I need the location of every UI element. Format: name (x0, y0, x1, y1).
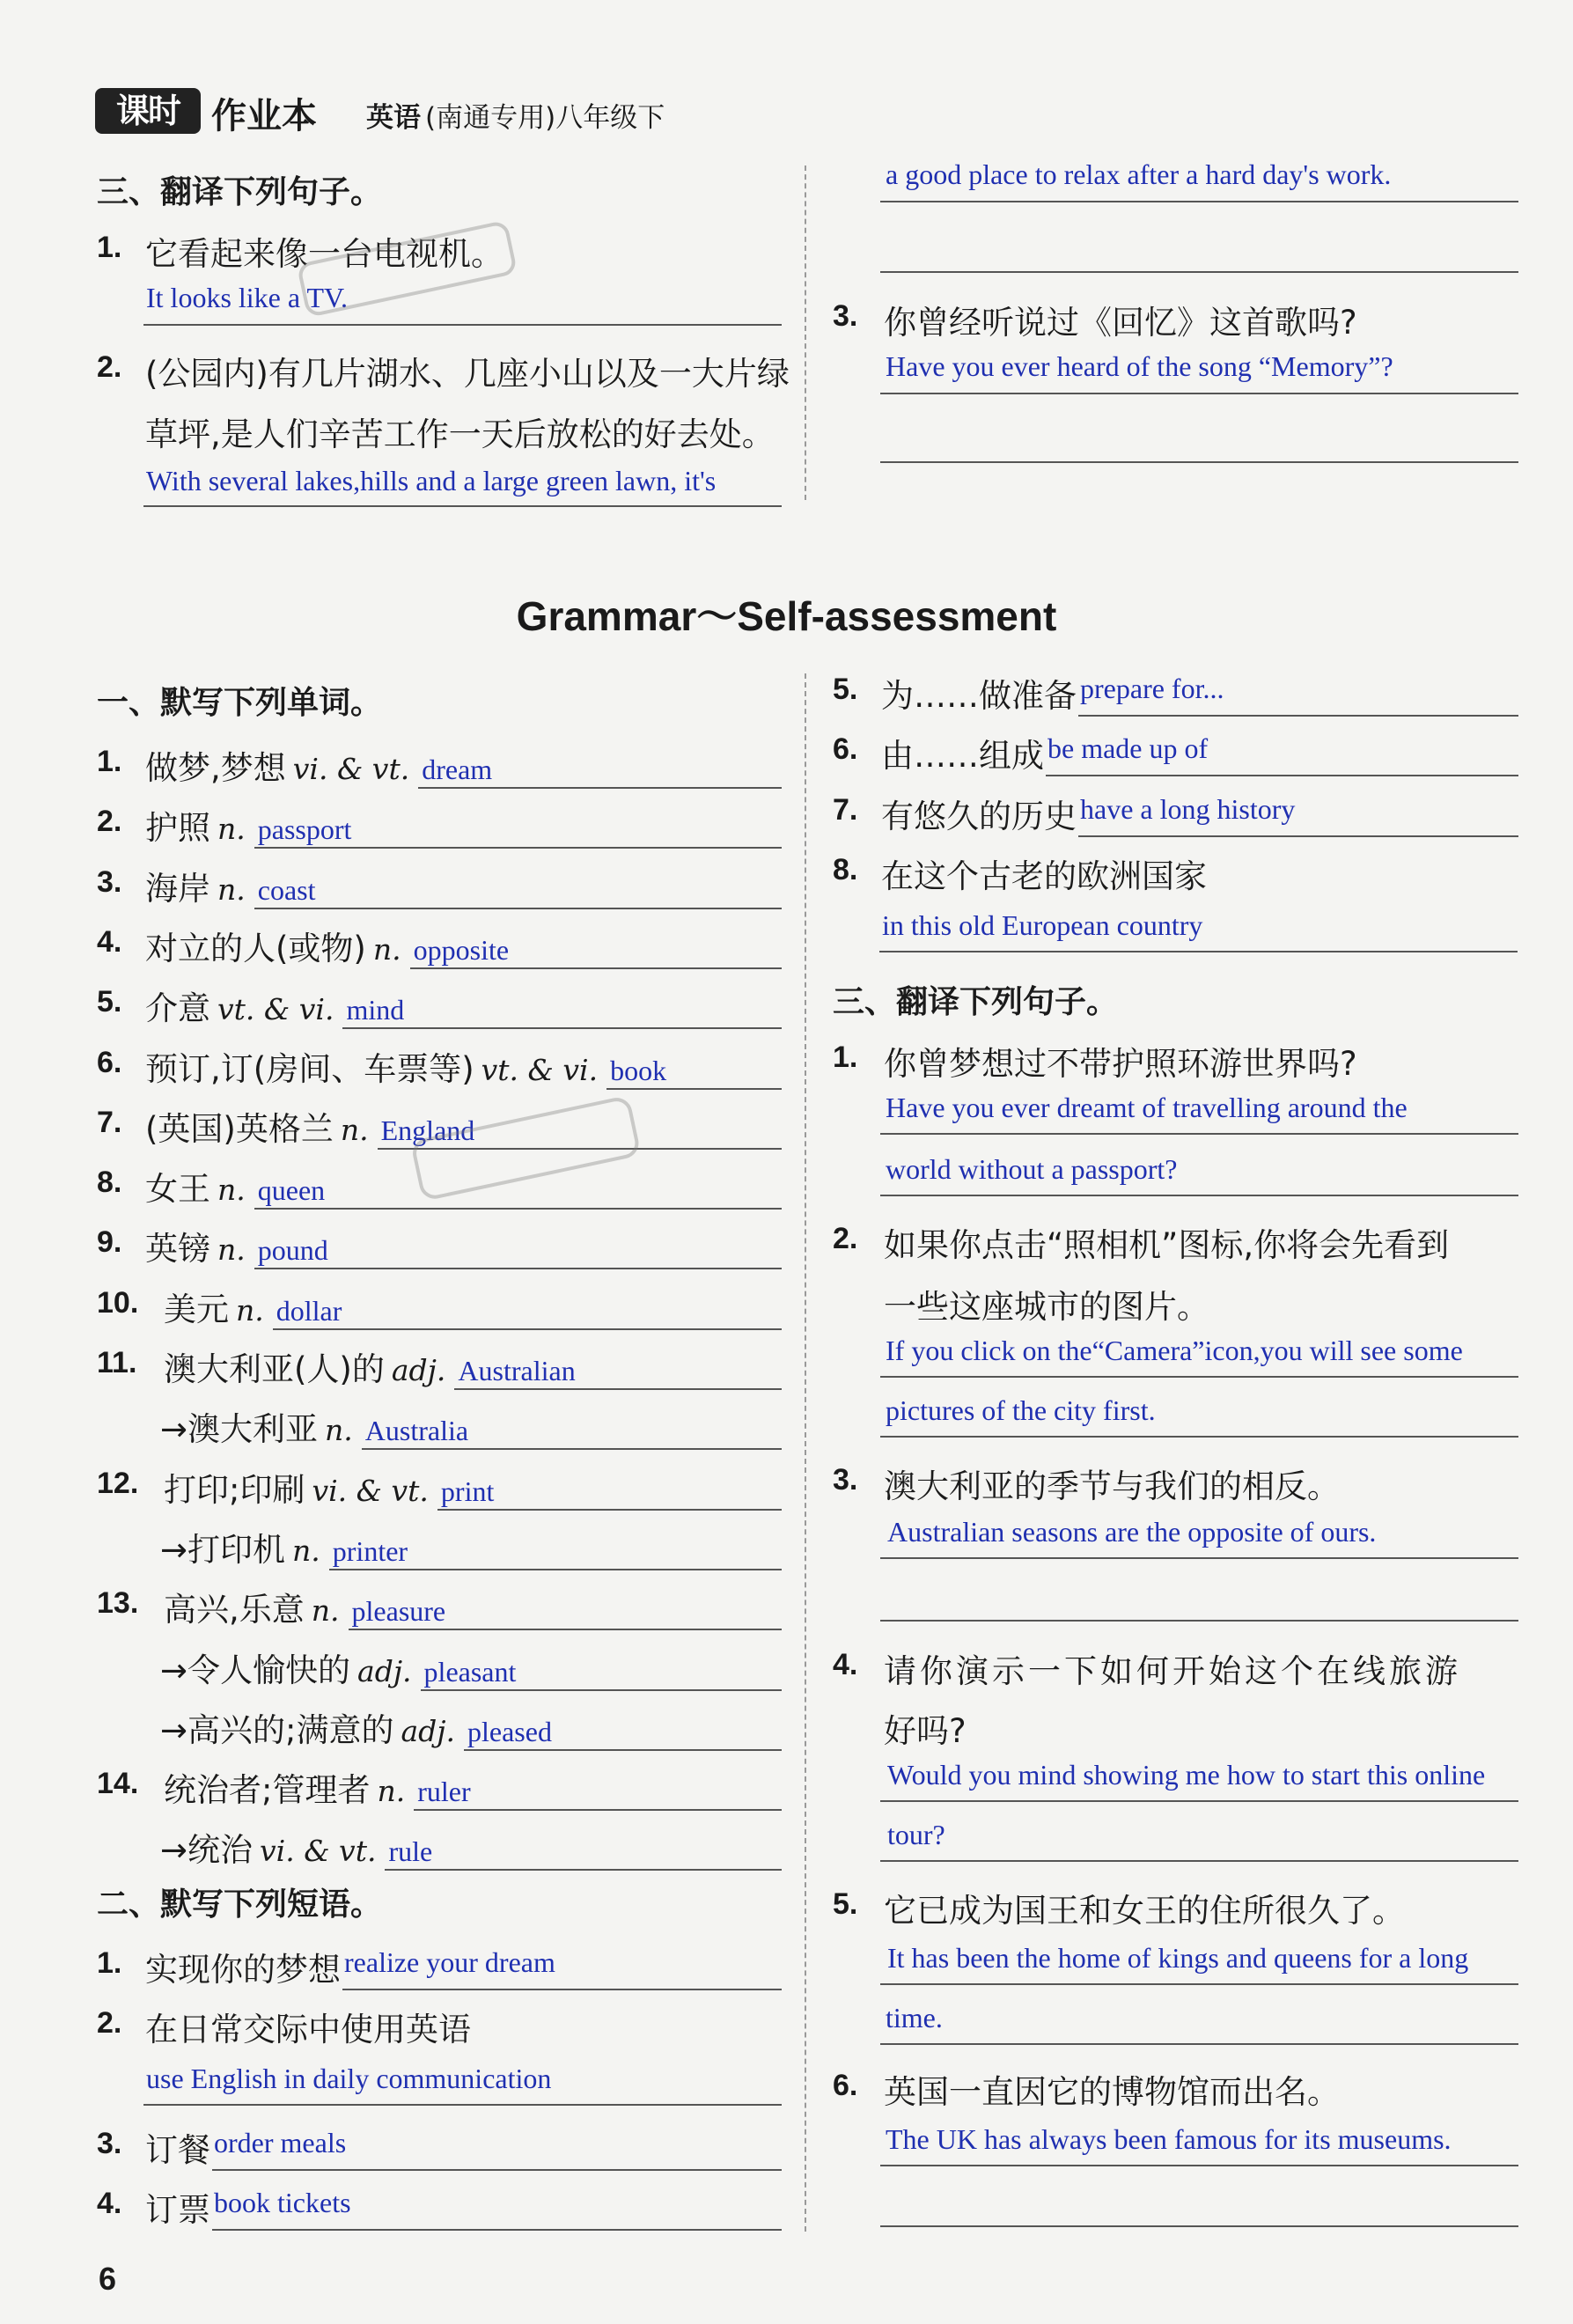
part-of-speech: vi. & vt. (260, 1834, 377, 1869)
answer-line (254, 1268, 782, 1269)
answer-text: be made up of (1047, 732, 1209, 764)
word-prompt (164, 1342, 576, 1390)
question-text: 澳大利亚的季节与我们的相反。 (884, 1467, 1340, 1505)
question-number: 3. (833, 299, 858, 333)
part-of-speech: n. (292, 1533, 320, 1568)
part-of-speech: n. (217, 812, 246, 847)
part-of-speech: vi. & vt. (312, 1473, 429, 1508)
part-of-speech: vt. & vi. (481, 1052, 599, 1087)
item-number: 7. (833, 793, 858, 827)
part-of-speech: n. (377, 1774, 406, 1809)
answer-text: pleasure (351, 1595, 446, 1628)
question-text: 你曾经听说过《回忆》这首歌吗? (884, 304, 1357, 342)
chinese-phrase: 在这个古老的欧洲国家 (881, 857, 1207, 895)
word-prompt (145, 741, 492, 789)
answer-line (879, 951, 1518, 952)
answer-text: a good place to relax after a hard day's work. (886, 158, 1392, 190)
chinese-meaning: 对立的人(或物) (145, 929, 366, 967)
item-number: 8. (833, 853, 858, 886)
chinese-meaning: (英国)英格兰 (145, 1109, 334, 1148)
word-prompt (160, 1823, 432, 1871)
answer-text: book (610, 1054, 667, 1086)
question-text: 你曾梦想过不带护照环游世界吗? (884, 1045, 1357, 1083)
answer-text: print (440, 1475, 495, 1507)
answer-text: Would you mind showing me how to start this online (887, 1759, 1486, 1791)
item-number: 4. (97, 924, 122, 959)
chinese-meaning: 高兴,乐意 (164, 1591, 305, 1629)
answer-line (143, 324, 782, 326)
word-prompt (145, 982, 404, 1029)
part-of-speech: adj. (357, 1653, 412, 1688)
answer-line (1078, 835, 1518, 837)
question-number: 3. (833, 1463, 858, 1497)
item-number: 10. (97, 1285, 139, 1320)
answer-text: Have you ever dreamt of travelling around the (886, 1092, 1408, 1123)
part-of-speech: vt. & vi. (217, 992, 334, 1027)
part-of-speech: n. (217, 872, 246, 907)
item-number: 6. (97, 1045, 122, 1079)
chinese-phrase: 订票 (145, 2191, 210, 2229)
answer-line (880, 1860, 1518, 1862)
answer-line (143, 505, 782, 507)
question-number: 4. (833, 1648, 858, 1681)
word-prompt (160, 1644, 516, 1691)
answer-text: dollar (276, 1294, 342, 1327)
item-number: 2. (97, 805, 122, 839)
question-number: 2. (97, 350, 122, 384)
column-divider-top (805, 165, 806, 500)
word-prompt (145, 862, 316, 909)
chinese-meaning: 做梦,梦想 (145, 749, 286, 787)
word-prompt (145, 922, 509, 969)
answer-text: printer (332, 1534, 408, 1567)
answer-text: It looks like a TV. (146, 282, 349, 313)
answer-text: If you click on the“Camera”icon,you will see some (886, 1335, 1463, 1366)
page-number: 6 (99, 2261, 117, 2297)
answer-text: world without a passport? (886, 1153, 1178, 1185)
subject-label: 英语 (366, 102, 421, 134)
section-title: 三、翻译下列句子。 (833, 984, 1119, 1020)
answer-line (880, 1436, 1518, 1438)
question-text: 好吗? (884, 1712, 967, 1750)
word-prompt (145, 1042, 666, 1090)
answer-line (342, 1989, 782, 1990)
answer-line (880, 393, 1518, 394)
question-text: 如果你点击“照相机”图标,你将会先看到 (884, 1226, 1450, 1264)
item-number: 5. (833, 673, 858, 706)
answer-line (385, 1869, 782, 1871)
chinese-meaning: 护照 (145, 809, 210, 848)
question-number: 1. (833, 1041, 858, 1074)
question-text: 它已成为国王和女王的住所很久了。 (884, 1892, 1405, 1930)
chinese-phrase: 在日常交际中使用英语 (145, 2011, 471, 2048)
question-text: 一些这座城市的图片。 (884, 1288, 1209, 1326)
answer-line (410, 967, 782, 969)
question-text: 英国一直因它的博物馆而出名。 (884, 2073, 1340, 2111)
chinese-meaning: →打印机 (160, 1530, 286, 1569)
grammar-title: Grammar～Self-assessment (516, 593, 1057, 639)
section-title: 二、默写下列短语。 (97, 1886, 383, 1923)
part-of-speech: n. (340, 1112, 369, 1147)
chinese-meaning: 美元 (164, 1290, 229, 1328)
answer-text: The UK has always been famous for its museums. (886, 2123, 1452, 2155)
answer-text: Australian seasons are the opposite of ours. (887, 1516, 1377, 1548)
word-prompt (164, 1763, 471, 1811)
answer-text: ruler (417, 1776, 471, 1808)
chinese-phrase: 由……组成 (881, 737, 1044, 775)
answer-text: queen (257, 1174, 326, 1207)
answer-line (880, 2165, 1518, 2166)
answer-line (254, 908, 782, 909)
word-prompt (160, 1523, 408, 1570)
answer-line (880, 461, 1518, 463)
answer-line (880, 2225, 1518, 2227)
answer-line (880, 1133, 1518, 1135)
item-number: 11. (97, 1346, 137, 1379)
answer-text: prepare for... (1080, 673, 1224, 704)
answer-line (606, 1088, 782, 1090)
answer-text: in this old European country (882, 909, 1203, 941)
answer-line (1078, 715, 1518, 717)
answer-line (880, 1195, 1518, 1196)
chinese-meaning: 统治者;管理者 (164, 1771, 371, 1810)
item-number: 6. (833, 732, 858, 766)
item-number: 4. (97, 2187, 122, 2220)
item-number: 1. (97, 745, 122, 778)
chinese-meaning: 打印;印刷 (164, 1470, 305, 1509)
answer-line (362, 1448, 782, 1450)
word-prompt (164, 1283, 342, 1330)
question-text: 草坪,是人们辛苦工作一天后放松的好去处。 (145, 416, 775, 453)
answer-text: dream (422, 754, 493, 785)
word-prompt (145, 801, 351, 849)
answer-line (349, 1629, 782, 1630)
part-of-speech: n. (311, 1593, 340, 1629)
chinese-phrase: 实现你的梦想 (145, 1951, 341, 1989)
answer-text: opposite (413, 933, 510, 966)
item-number: 5. (97, 985, 122, 1019)
answer-text: tour? (887, 1819, 945, 1850)
answer-text: coast (257, 873, 316, 906)
answer-line (880, 1800, 1518, 1802)
answer-text: pictures of the city first. (886, 1394, 1156, 1426)
question-number: 6. (833, 2069, 858, 2102)
answer-text: Have you ever heard of the song “Memory”? (886, 350, 1393, 382)
answer-text: rule (388, 1835, 433, 1868)
chinese-meaning: →高兴的;满意的 (160, 1710, 394, 1749)
chinese-meaning: 英镑 (145, 1230, 210, 1269)
item-number: 7. (97, 1105, 122, 1139)
question-text: 请你演示一下如何开始这个在线旅游 (884, 1652, 1461, 1690)
answer-line (880, 271, 1518, 273)
answer-line (421, 1689, 782, 1691)
column-divider-main (805, 673, 806, 2232)
part-of-speech: adj. (391, 1353, 446, 1387)
word-prompt (164, 1463, 494, 1511)
item-number: 14. (97, 1767, 139, 1801)
answer-text: order meals (214, 2127, 347, 2159)
answer-text: passport (257, 813, 352, 846)
chinese-phrase: 为……做准备 (881, 677, 1077, 715)
question-number: 2. (833, 1222, 858, 1255)
answer-text: book tickets (214, 2187, 351, 2218)
question-number: 5. (833, 1887, 858, 1921)
answer-text: mind (346, 994, 405, 1026)
part-of-speech: n. (236, 1292, 264, 1327)
answer-line (414, 1809, 782, 1811)
part-of-speech: n. (217, 1232, 246, 1268)
answer-line (880, 1376, 1518, 1378)
word-prompt (160, 1703, 552, 1751)
part-of-speech: n. (325, 1413, 353, 1448)
answer-line (880, 2043, 1518, 2045)
item-number: 3. (97, 864, 122, 899)
item-number: 9. (97, 1225, 122, 1260)
answer-line (212, 2229, 782, 2231)
item-number: 13. (97, 1586, 139, 1621)
question-text: 它看起来像一台电视机。 (145, 235, 504, 273)
part-of-speech: adj. (401, 1713, 455, 1748)
word-prompt (160, 1402, 468, 1450)
answer-line (212, 2169, 782, 2171)
answer-line (880, 201, 1518, 202)
answer-line (880, 1620, 1518, 1622)
brand-name: 作业本 (211, 96, 317, 136)
answer-text: pound (257, 1234, 328, 1267)
brand-logo: 课时 (95, 88, 201, 134)
chinese-meaning: →令人愉快的 (160, 1651, 351, 1689)
chinese-meaning: 预订,订(房间、车票等) (145, 1049, 474, 1088)
answer-text: use English in daily communication (146, 2063, 552, 2094)
item-number: 3. (97, 2127, 122, 2160)
word-prompt (145, 1162, 325, 1210)
part-of-speech: n. (372, 931, 401, 967)
answer-line (254, 847, 782, 849)
chinese-meaning: 澳大利亚(人)的 (164, 1350, 385, 1388)
answer-line (880, 1983, 1518, 1985)
answer-line (418, 787, 782, 789)
item-number: 12. (97, 1466, 139, 1500)
chinese-meaning: →澳大利亚 (160, 1410, 319, 1449)
section-title: 三、翻译下列句子。 (97, 174, 383, 210)
answer-line (273, 1328, 782, 1330)
answer-line (342, 1027, 782, 1029)
part-of-speech: vi. & vt. (292, 752, 410, 786)
item-number: 1. (97, 1946, 122, 1980)
grade-label: (南通专用)八年级下 (425, 102, 665, 134)
answer-line (329, 1569, 782, 1570)
word-prompt (145, 1222, 328, 1269)
chinese-phrase: 有悠久的历史 (881, 798, 1077, 835)
answer-line (454, 1388, 782, 1390)
chinese-meaning: 海岸 (145, 869, 210, 908)
answer-line (254, 1208, 782, 1210)
answer-text: Australia (364, 1415, 469, 1447)
answer-text: Australian (458, 1355, 576, 1386)
chinese-meaning: 女王 (145, 1170, 210, 1209)
answer-line (880, 1557, 1518, 1559)
part-of-speech: n. (217, 1173, 246, 1208)
answer-text: pleased (467, 1715, 552, 1747)
answer-line (143, 2104, 782, 2106)
item-number: 2. (97, 2006, 122, 2040)
answer-text: time. (886, 2002, 943, 2034)
item-number: 8. (97, 1166, 122, 1200)
chinese-meaning: →统治 (160, 1831, 254, 1870)
word-prompt (164, 1583, 445, 1630)
answer-text: realize your dream (344, 1946, 555, 1978)
chinese-phrase: 订餐 (145, 2131, 210, 2169)
answer-line (437, 1509, 782, 1511)
section-title: 一、默写下列单词。 (97, 685, 383, 721)
answer-text: have a long history (1080, 793, 1296, 825)
question-text: (公园内)有几片湖水、几座小山以及一大片绿 (145, 355, 790, 393)
answer-line (1046, 775, 1518, 776)
chinese-meaning: 介意 (145, 989, 210, 1028)
answer-line (464, 1749, 782, 1751)
answer-text: pleasant (423, 1655, 517, 1688)
question-number: 1. (97, 231, 122, 264)
answer-text: It has been the home of kings and queens for a long (887, 1942, 1469, 1974)
answer-text: England (380, 1114, 475, 1146)
answer-text: With several lakes,hills and a large green lawn, it's (146, 465, 717, 496)
